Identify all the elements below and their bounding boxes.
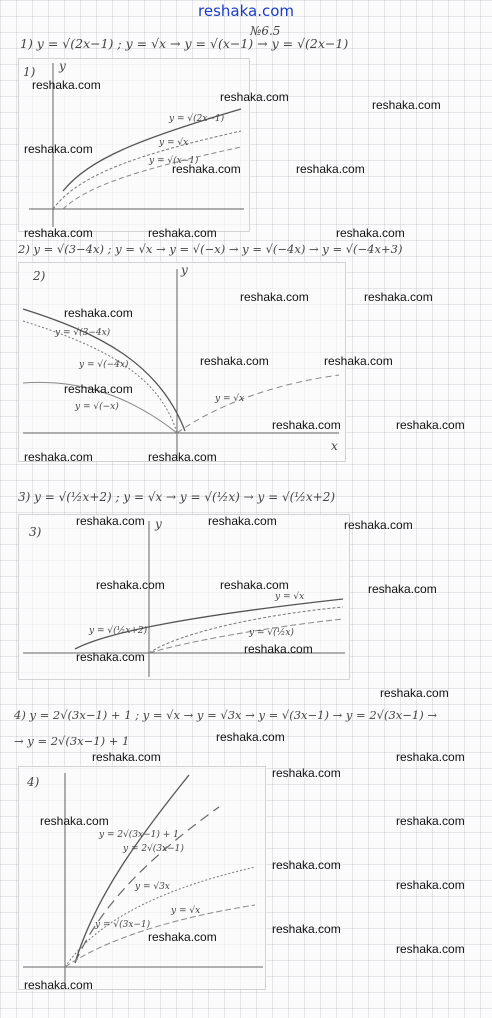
watermark: reshaka.com	[148, 930, 217, 944]
watermark: reshaka.com	[272, 418, 341, 432]
graph-4-curve-label-1: y = 2√(3x−1) + 1	[99, 830, 179, 840]
watermark: reshaka.com	[272, 766, 341, 780]
graph-3-curve-label-3: y = √(½x)	[249, 628, 294, 638]
graph-2-curve-label-4: y = √x	[215, 394, 245, 404]
watermark: reshaka.com	[172, 162, 241, 176]
watermark: reshaka.com	[396, 942, 465, 956]
watermark: reshaka.com	[372, 98, 441, 112]
watermark: reshaka.com	[244, 642, 313, 656]
graph-2-label: 2)	[33, 269, 46, 283]
watermark: reshaka.com	[76, 650, 145, 664]
watermark: reshaka.com	[240, 290, 309, 304]
watermark: reshaka.com	[96, 578, 165, 592]
watermark: reshaka.com	[216, 730, 285, 744]
watermark: reshaka.com	[64, 382, 133, 396]
task3-equation: 3) y = √(½x+2) ; y = √x → y = √(½x) → y = √(½x+2)	[18, 490, 336, 504]
watermark: reshaka.com	[200, 354, 269, 368]
watermark: reshaka.com	[364, 290, 433, 304]
watermark: reshaka.com	[32, 78, 101, 92]
graph-3-curve-label-1: y = √(½x+2)	[89, 626, 148, 636]
task4-equation-line2: → y = 2√(3x−1) + 1	[14, 734, 130, 748]
watermark: reshaka.com	[380, 686, 449, 700]
graph-2-x-axis-label: x	[331, 439, 338, 453]
watermark: reshaka.com	[148, 226, 217, 240]
watermark: reshaka.com	[24, 226, 93, 240]
graph-1-y-axis-label: y	[59, 59, 66, 73]
watermark: reshaka.com	[272, 858, 341, 872]
graph-2-curve-label-1: y = √(3−4x)	[55, 328, 111, 338]
watermark: reshaka.com	[76, 514, 145, 528]
graph-2-curve-label-2: y = √(−4x)	[79, 360, 129, 370]
graph-4-curve-label-5: y = √(3x−1)	[95, 920, 151, 930]
watermark: reshaka.com	[148, 450, 217, 464]
task4-equation-line1: 4) y = 2√(3x−1) + 1 ; y = √x → y = √3x → y = √(3x−1) → y = 2√(3x−1) →	[14, 708, 438, 722]
watermark: reshaka.com	[368, 582, 437, 596]
watermark: reshaka.com	[40, 814, 109, 828]
graph-4-curve-label-2: y = 2√(3x−1)	[123, 844, 184, 854]
graph-3-curve-label-2: y = √x	[275, 592, 305, 602]
graph-4-curve-label-3: y = √3x	[135, 882, 170, 892]
watermark: reshaka.com	[344, 518, 413, 532]
graph-4-label: 4)	[27, 775, 40, 789]
watermark: reshaka.com	[396, 750, 465, 764]
task2-equation: 2) y = √(3−4x) ; y = √x → y = √(−x) → y = √(−4x) → y = √(−4x+3)	[18, 242, 403, 256]
watermark: reshaka.com	[220, 578, 289, 592]
watermark: reshaka.com	[272, 922, 341, 936]
watermark: reshaka.com	[220, 90, 289, 104]
site-title[interactable]: reshaka.com	[198, 2, 294, 20]
watermark: reshaka.com	[24, 450, 93, 464]
watermark: reshaka.com	[92, 750, 161, 764]
graph-4-plot	[19, 767, 265, 989]
graph-2-curve-label-3: y = √(−x)	[75, 402, 119, 412]
graph-3-y-axis-label: y	[155, 517, 162, 531]
watermark: reshaka.com	[208, 514, 277, 528]
graph-1-curve-label-1: y = √(2x−1)	[169, 114, 225, 124]
watermark: reshaka.com	[396, 418, 465, 432]
task1-equation: 1) y = √(2x−1) ; y = √x → y = √(x−1) → y = √(2x−1)	[20, 36, 349, 51]
graph-3-label: 3)	[29, 525, 42, 539]
graph-2-y-axis-label: y	[181, 263, 188, 277]
graph-panel-4	[18, 766, 266, 990]
watermark: reshaka.com	[24, 142, 93, 156]
problem-number: №6.5	[250, 24, 281, 38]
watermark: reshaka.com	[64, 306, 133, 320]
graph-1-curve-label-2: y = √x	[159, 138, 189, 148]
graph-1-curve-label-3: y = √(x−1)	[149, 156, 199, 166]
watermark: reshaka.com	[396, 814, 465, 828]
watermark: reshaka.com	[336, 226, 405, 240]
graph-4-curve-label-4: y = √x	[171, 906, 201, 916]
watermark: reshaka.com	[396, 878, 465, 892]
watermark: reshaka.com	[324, 354, 393, 368]
graph-1-label: 1)	[23, 65, 36, 79]
watermark: reshaka.com	[296, 162, 365, 176]
watermark: reshaka.com	[24, 978, 93, 992]
